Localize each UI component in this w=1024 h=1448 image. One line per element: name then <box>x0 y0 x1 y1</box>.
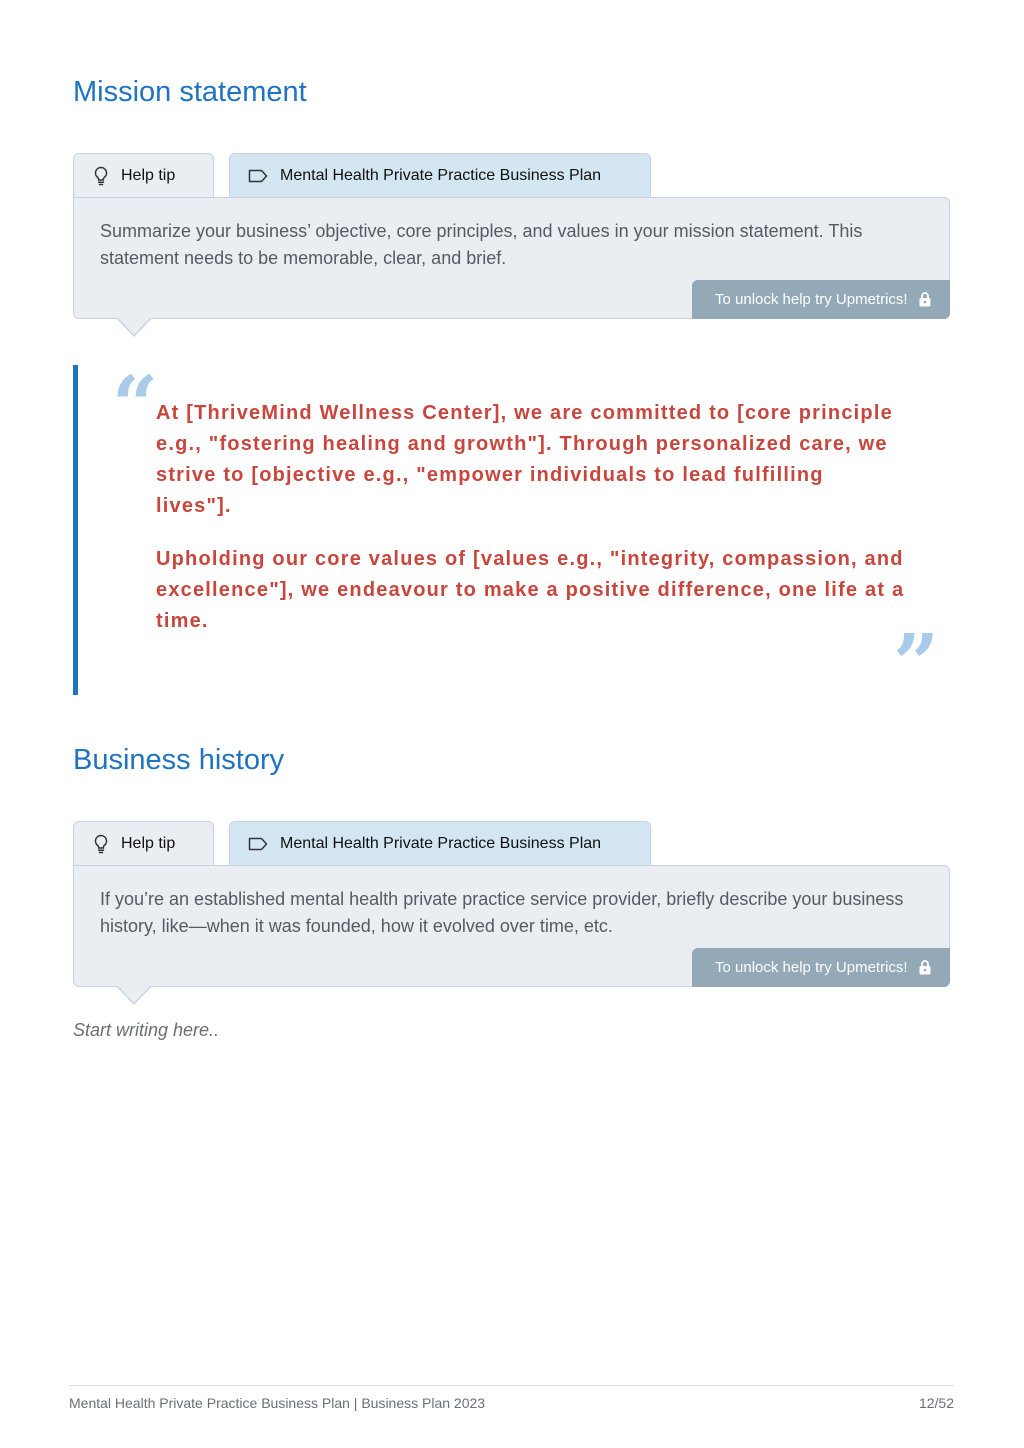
lightbulb-icon <box>93 166 109 186</box>
help-tip-tab[interactable] <box>73 153 214 197</box>
footer-document-title: Mental Health Private Practice Business Plan | Business Plan 2023 <box>69 1395 486 1411</box>
tag-icon <box>248 169 268 183</box>
unlock-button[interactable] <box>692 280 950 319</box>
footer-divider <box>69 1385 954 1386</box>
quote-paragraph-2: Upholding our core values of [values e.g., "integrity, compassion, and excellence"], we endeavour to make a positive difference, one life at a time. <box>156 548 905 632</box>
help-tip-label: Help tip <box>121 834 176 852</box>
quote-open-icon: “ <box>112 358 159 452</box>
plan-tab[interactable] <box>229 821 651 865</box>
mission-help-text: Summarize your business’ objective, core principles, and values in your mission statement. This statement needs to be memorable, clear, and brief. <box>100 221 863 268</box>
history-title: Business history <box>73 744 285 776</box>
history-tabs <box>73 821 953 866</box>
help-tip-tab[interactable] <box>73 821 214 865</box>
history-help-box <box>73 865 950 987</box>
lock-icon <box>919 960 931 975</box>
mission-quote <box>73 358 940 710</box>
help-tip-label: Help tip <box>121 166 176 184</box>
quote-close-icon: ” <box>893 616 940 710</box>
mission-help-box <box>73 197 950 319</box>
help-box-pointer <box>116 986 152 1005</box>
plan-tab[interactable] <box>229 153 651 197</box>
tag-icon <box>248 837 268 851</box>
mission-tabs <box>73 153 953 198</box>
unlock-button[interactable] <box>692 948 950 987</box>
plan-tab-label: Mental Health Private Practice Business Plan <box>280 834 602 852</box>
plan-tab-label: Mental Health Private Practice Business Plan <box>280 166 602 184</box>
unlock-label: To unlock help try Upmetrics! <box>715 291 908 308</box>
lightbulb-icon <box>93 834 109 854</box>
unlock-label: To unlock help try Upmetrics! <box>715 959 908 976</box>
mission-quote-text <box>156 398 906 659</box>
history-writing-area[interactable]: Start writing here.. <box>73 1020 220 1040</box>
help-box-pointer <box>116 318 152 337</box>
history-help-text: If you’re an established mental health private practice service provider, briefly describe your business history, like—when it was founded, how it evolved over time, etc. <box>100 889 904 936</box>
quote-paragraph-1: At [ThriveMind Wellness Center], we are committed to [core principle e.g., "fostering healing and growth"]. Through personalized care, we strive to [objective e.g., "empower individuals to lead fulfilling lives"]. <box>156 402 893 517</box>
page-number: 12/52 <box>918 1395 954 1411</box>
lock-icon <box>919 292 931 307</box>
mission-title: Mission statement <box>73 76 307 108</box>
